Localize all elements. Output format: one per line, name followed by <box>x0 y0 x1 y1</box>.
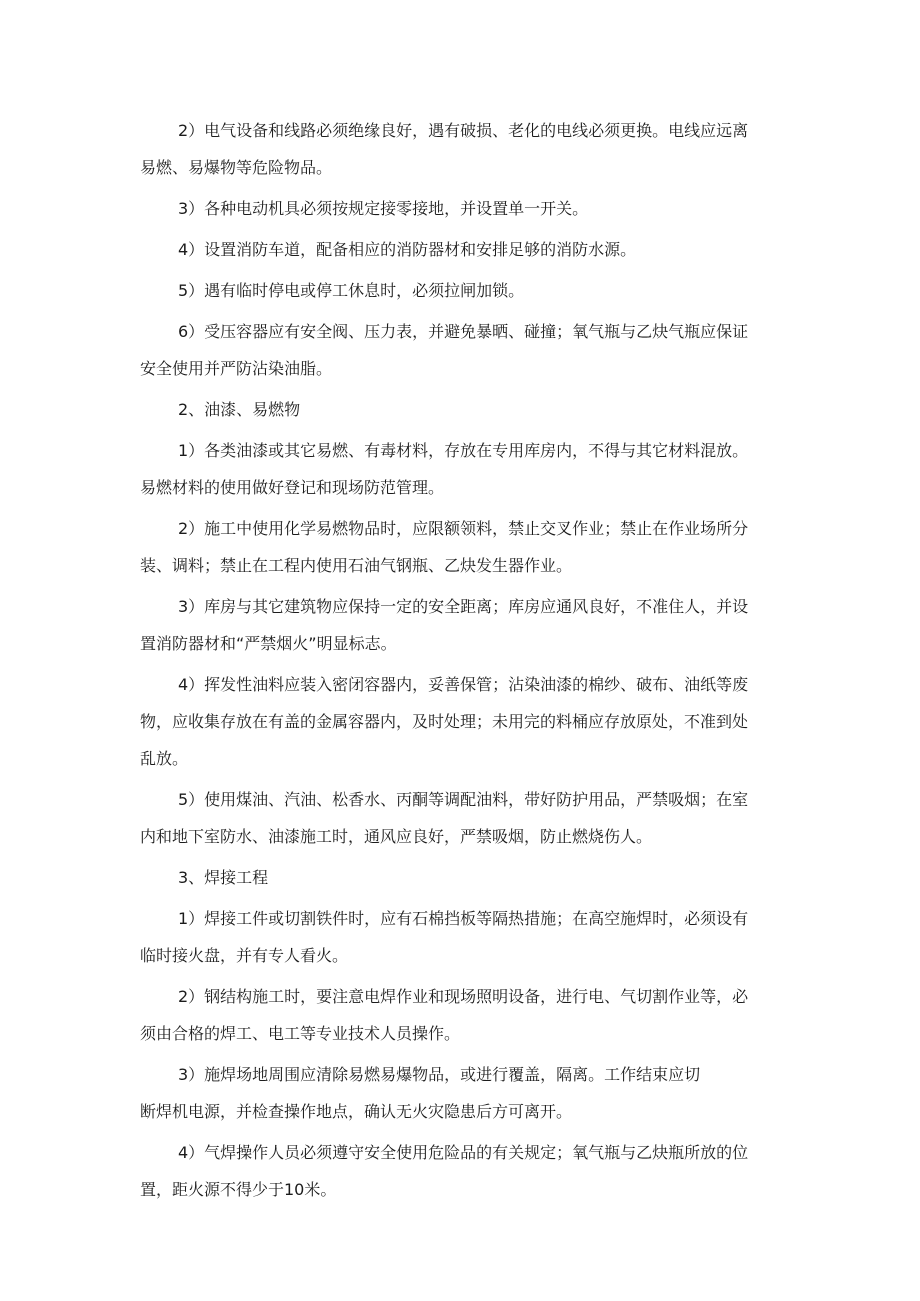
paragraph-line: 2、油漆、易燃物 <box>178 400 301 419</box>
paragraph-line: 2）钢结构施工时，要注意电焊作业和现场照明设备，进行电、气切割作业等，必 <box>178 987 749 1006</box>
paragraph <box>140 900 800 974</box>
paragraph-line: 易燃、易爆物等危险物品。 <box>140 158 333 177</box>
paragraph-line: 1）各类油漆或其它易燃、有毒材料，存放在专用库房内，不得与其它材料混放。 <box>178 441 749 460</box>
paragraph-line: 置消防器材和“严禁烟火”明显标志。 <box>140 634 397 653</box>
paragraph <box>140 432 800 506</box>
paragraph-line: 物，应收集存放在有盖的金属容器内，及时处理；未用完的料桶应存放原处，不准到处 <box>140 712 749 731</box>
paragraph-line: 2）电气设备和线路必须绝缘良好，遇有破损、老化的电线必须更换。电线应远离 <box>178 121 749 140</box>
paragraph-line: 3）库房与其它建筑物应保持一定的安全距离；库房应通风良好，不准住人，并设 <box>178 597 749 616</box>
paragraph <box>140 190 800 227</box>
paragraph-line: 3、焊接工程 <box>178 868 269 887</box>
paragraph-line: 断焊机电源，并检查操作地点，确认无火灾隐患后方可离开。 <box>140 1102 573 1121</box>
paragraph <box>140 112 800 186</box>
paragraph <box>140 391 800 428</box>
paragraph-line: 2）施工中使用化学易燃物品时，应限额领料，禁止交叉作业；禁止在作业场所分 <box>178 519 749 538</box>
paragraph <box>140 978 800 1052</box>
paragraph-line: 临时接火盘，并有专人看火。 <box>140 946 349 965</box>
paragraph-line: 内和地下室防水、油漆施工时，通风应良好，严禁吸烟，防止燃烧伤人。 <box>140 827 653 846</box>
paragraph <box>140 231 800 268</box>
paragraph-line: 3）各种电动机具必须按规定接零接地，并设置单一开关。 <box>178 199 589 218</box>
paragraph <box>140 781 800 855</box>
paragraph-line: 易燃材料的使用做好登记和现场防范管理。 <box>140 478 445 497</box>
paragraph-line: 6）受压容器应有安全阀、压力表，并避免暴晒、碰撞；氧气瓶与乙炔气瓶应保证 <box>178 322 749 341</box>
paragraph-line: 装、调料；禁止在工程内使用石油气钢瓶、乙炔发生器作业。 <box>140 556 573 575</box>
paragraph <box>140 588 800 662</box>
paragraph-line: 须由合格的焊工、电工等专业技术人员操作。 <box>140 1024 461 1043</box>
paragraph <box>140 859 800 896</box>
paragraph-line: 4）气焊操作人员必须遵守安全使用危险品的有关规定；氧气瓶与乙炔瓶所放的位 <box>178 1143 749 1162</box>
paragraph-line: 4）挥发性油料应装入密闭容器内，妥善保管；沾染油漆的棉纱、破布、油纸等废 <box>178 675 749 694</box>
paragraph-line: 3）施焊场地周围应清除易燃易爆物品，或进行覆盖，隔离。工作结束应切 <box>178 1065 701 1084</box>
paragraph-line: 安全使用并严防沾染油脂。 <box>140 359 333 378</box>
document-body <box>140 112 800 1212</box>
paragraph-line: 1）焊接工件或切割铁件时，应有石棉挡板等隔热措施；在高空施焊时，必须设有 <box>178 909 749 928</box>
paragraph-line: 4）设置消防车道，配备相应的消防器材和安排足够的消防水源。 <box>178 240 637 259</box>
paragraph <box>140 1056 800 1130</box>
paragraph <box>140 666 800 777</box>
paragraph <box>140 272 800 309</box>
paragraph <box>140 510 800 584</box>
paragraph-line: 置，距火源不得少于10米。 <box>140 1180 337 1199</box>
paragraph-line: 5）使用煤油、汽油、松香水、丙酮等调配油料，带好防护用品，严禁吸烟；在室 <box>178 790 749 809</box>
paragraph-line: 5）遇有临时停电或停工休息时，必须拉闸加锁。 <box>178 281 525 300</box>
paragraph-line: 乱放。 <box>140 749 189 768</box>
paragraph <box>140 313 800 387</box>
paragraph <box>140 1134 800 1208</box>
